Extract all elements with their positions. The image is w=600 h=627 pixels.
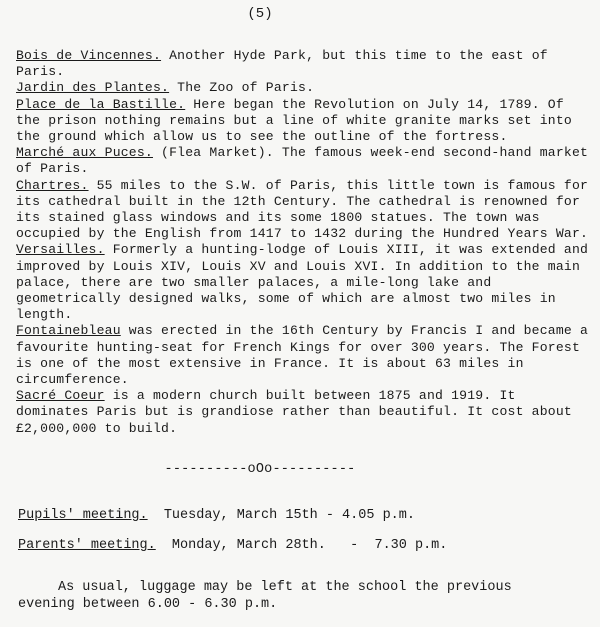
entry-text: (Flea Market). The famous week-end second-hand market of Paris. (16, 145, 589, 177)
entry-place-de-la-bastille (16, 97, 596, 146)
entry-term: Sacré Coeur (16, 388, 105, 404)
entry-term: Chartres. (16, 177, 89, 193)
entry-term: Bois de Vincennes. (16, 48, 162, 63)
places-list (16, 48, 596, 437)
closing-note (18, 579, 578, 613)
entry-text: 55 miles to the S.W. of Paris, this little town is famous for its cathedral built in the 12th Century. The cathedral is renowned for its stained glass windows and its some 1800 statues. The town was occupied by the English from 1417 to 1432 during the Hundred Years War. (16, 177, 589, 242)
closing-note-line-1: As usual, luggage may be left at the school the previous (58, 580, 512, 595)
entry-term: Jardin des Plantes. (16, 80, 170, 96)
entry-text: The Zoo of Paris. (169, 80, 315, 96)
pupils-meeting-details: Tuesday, March 15th - 4.05 p.m. (147, 508, 415, 523)
pupils-meeting-line (18, 508, 415, 524)
section-separator: ----------oOo---------- (164, 462, 356, 477)
entry-term: Versailles. (16, 242, 105, 258)
entry-term: Marché aux Puces. (16, 145, 153, 161)
entry-term: Fontainebleau (16, 323, 121, 339)
page-number: (5) (247, 6, 273, 22)
entry-jardin-des-plantes (16, 80, 596, 96)
closing-note-line-2: evening between 6.00 - 6.30 p.m. (18, 597, 278, 612)
entry-text: Another Hyde Park, but this time to the east of Paris. (16, 48, 548, 80)
entry-sacre-coeur (16, 388, 596, 437)
entry-versailles (16, 242, 596, 323)
parents-meeting-details: Monday, March 28th. - 7.30 p.m. (155, 538, 448, 553)
entry-chartres (16, 178, 596, 243)
entry-text: Here began the Revolution on July 14, 1789. Of the prison nothing remains but a line of white granite marks set into the ground which allow us to see the outline of the fortress. (16, 96, 572, 145)
entry-text: Formerly a hunting-lodge of Louis XIII, it was extended and improved by Louis XIV, Louis XV and Louis XVI. In addition to the main palace, there are two smaller palaces, a mile-long lake and geometrically designed walks, some of which are almost two miles in length. (16, 242, 589, 323)
parents-meeting-line (18, 538, 447, 554)
entry-bois-de-vincennes (16, 48, 596, 80)
entry-term: Place de la Bastille. (16, 96, 186, 112)
entry-fontainebleau (16, 323, 596, 388)
pupils-meeting-label: Pupils' meeting. (18, 508, 148, 523)
entry-text: was erected in the 16th Century by Francis I and became a favourite hunting-seat for French Kings for over 300 years. The Forest is one of the most extensive in France. It is about 63 miles in circumference. (16, 323, 589, 388)
entry-marche-aux-puces (16, 145, 596, 177)
entry-text: is a modern church built between 1875 and 1919. It dominates Paris but is grandiose rather than beautiful. It cost about £2,000,000 to build. (16, 388, 572, 436)
parents-meeting-label: Parents' meeting. (18, 538, 156, 553)
